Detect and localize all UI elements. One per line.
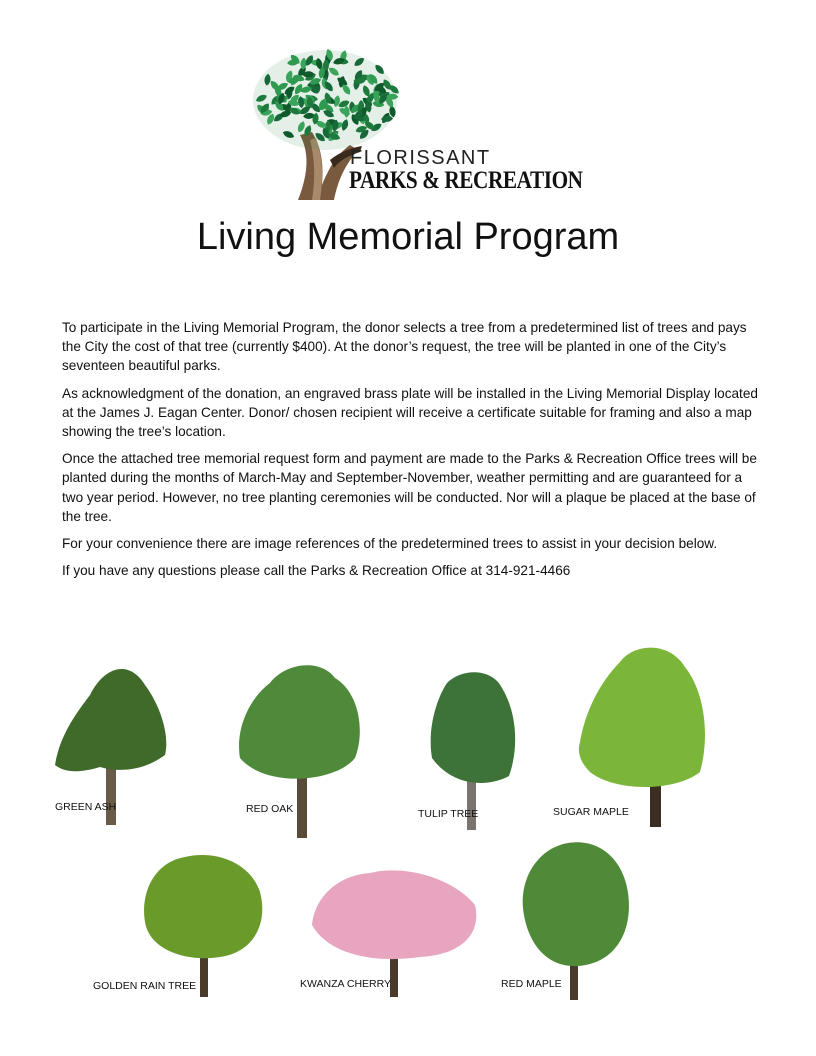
tree-label-sugar-maple: SUGAR MAPLE [553, 806, 629, 818]
tree-label-tulip-tree: TULIP TREE [418, 808, 479, 820]
tree-label-green-ash: GREEN ASH [55, 801, 117, 813]
tree-image-green-ash [50, 655, 170, 825]
paragraph-acknowledgment: As acknowledgment of the donation, an engraved brass plate will be installed in the Living Memorial Display located at the James J. Eagan Center. Donor/ chosen recipient will receive a certificate suitable for framing and also a map showing the tree’s location. [62, 385, 758, 440]
page-title: Living Memorial Program [196, 216, 620, 258]
tree-image-sugar-maple [575, 642, 710, 827]
logo-parks-recreation-text: PARKS & RECREATION [349, 167, 583, 194]
tree-label-kwanza-cherry: KWANZA CHERRY [300, 978, 392, 990]
tree-label-golden-rain-tree: GOLDEN RAIN TREE [93, 980, 197, 992]
paragraph-contact: If you have any questions please call the Parks & Recreation Office at 314-921-4466 [62, 563, 571, 579]
paragraph-planting: Once the attached tree memorial request form and payment are made to the Parks & Recreation Office trees will be planted during the months of March-May and September-November, weather permitting and are guaranteed for a two year period. However, no tree planting ceremonies will be conducted. Nor will a plaque be placed at the base of the tree. [62, 451, 757, 524]
paragraph-convenience: For your convenience there are image references of the predetermined trees to assist in your decision below. [62, 536, 718, 552]
tree-image-tulip-tree [427, 668, 517, 830]
paragraph-participation: To participate in the Living Memorial Program, the donor selects a tree from a predetermined list of trees and pays the City the cost of that tree (currently $400). At the donor’s request, the tree will be planted in one of the City’s seventeen beautiful parks. [62, 320, 747, 374]
tree-image-golden-rain-tree [140, 852, 265, 997]
logo-florissant-text: FLORISSANT [350, 147, 491, 169]
tree-image-red-maple [518, 838, 630, 1000]
tree-label-red-maple: RED MAPLE [501, 978, 562, 990]
body-text [62, 318, 762, 588]
tree-label-red-oak: RED OAK [246, 803, 294, 815]
